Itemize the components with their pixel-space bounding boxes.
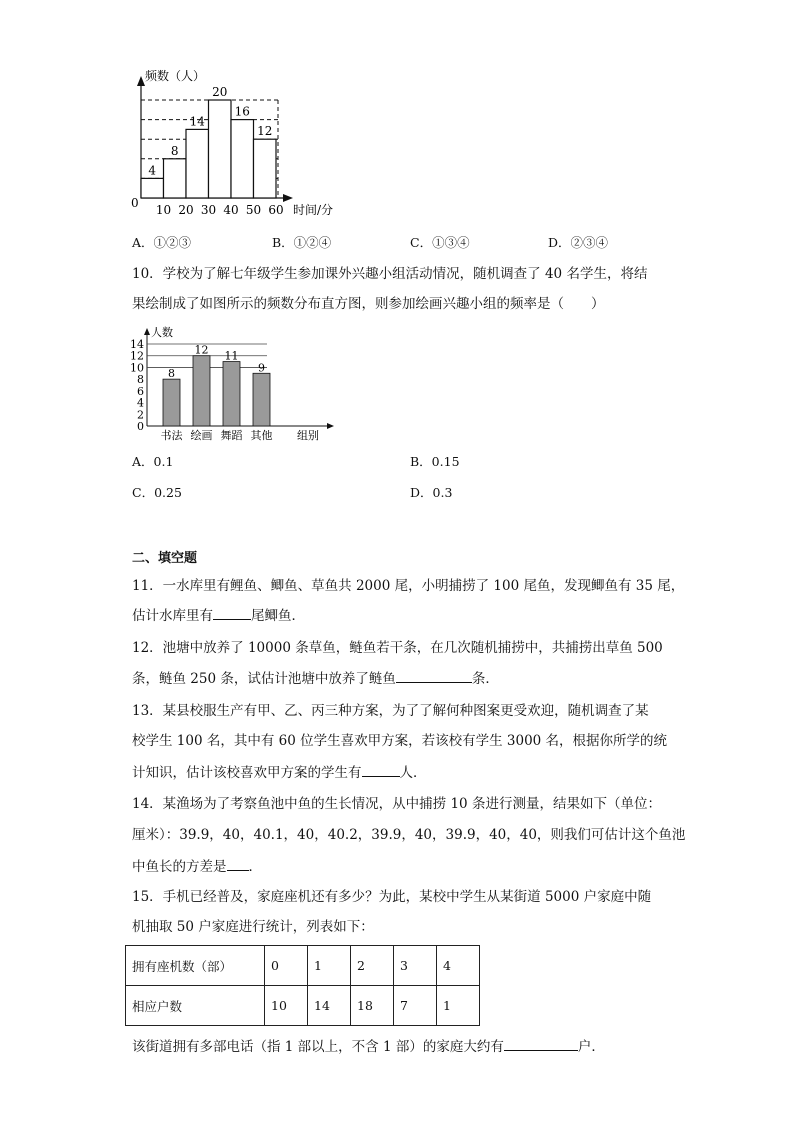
q14-text-before: 中鱼长的方差是: [132, 859, 227, 875]
q10-option-c[interactable]: C．0.25: [132, 485, 182, 500]
chart2-y-tick: 0: [137, 420, 144, 433]
chart1-bar-label: 8: [170, 143, 179, 158]
q13-text-before: 计知识，估计该校喜欢甲方案的学生有: [132, 765, 362, 781]
histogram-time-chart: [125, 60, 334, 225]
q10-line2: 果绘制成了如图所示的频数分布直方图，则参加绘画兴趣小组的频率是（ ）: [132, 296, 605, 312]
chart1-bar-label: 14: [189, 114, 205, 129]
q13-text-after: 人．: [399, 765, 427, 781]
chart1-bar: [231, 120, 254, 198]
chart2-y-tick: 8: [137, 373, 144, 387]
table-cell: 1: [437, 986, 480, 1026]
q14-line1: 14．某渔场为了考察鱼池中鱼的生长情况，从中捕捞 10 条进行测量，结果如下（单位：: [132, 796, 661, 812]
chart2-bar: [253, 373, 270, 426]
table-cell: 7: [394, 986, 437, 1026]
q12-answer-blank[interactable]: [396, 668, 472, 683]
chart1-bar-label: 20: [212, 85, 228, 99]
q12-text-after: 条．: [471, 671, 499, 687]
section-title-fill-in: 二、填空题: [132, 551, 198, 566]
chart1-bar-label: 16: [234, 104, 250, 119]
chart2-y-tick: 4: [137, 396, 144, 410]
chart2-bar-label: 9: [258, 361, 265, 375]
q14-text-after: ．: [248, 859, 262, 875]
chart2-y-tick: 10: [130, 361, 144, 375]
interest-group-bar-chart: [125, 322, 335, 446]
table-cell: 4: [437, 946, 480, 986]
q15-text-before: 该街道拥有多部电话（指 1 部以上，不含 1 部）的家庭大约有: [132, 1039, 504, 1055]
q11-line2: [132, 605, 305, 626]
chart2-y-tick: 2: [137, 408, 144, 422]
table-header-cell: 相应户数: [126, 986, 265, 1026]
chart1-bar-label: 12: [257, 124, 273, 139]
q13-line2: 校学生 100 名，其中有 60 位学生喜欢甲方案，若该校有学生 3000 名，根据你所学的统: [132, 733, 668, 749]
q14-answer-blank[interactable]: [227, 856, 249, 871]
q11-answer-blank[interactable]: [213, 605, 251, 620]
q12-line1: 12．池塘中放养了 10000 条草鱼，鲢鱼若干条，在几次随机捕捞中，共捕捞出草鱼 500: [132, 640, 663, 656]
q9-option-b[interactable]: B．①②④: [272, 235, 332, 250]
chart1-xlabel: 时间/分: [293, 203, 334, 217]
chart1-x-tick: 60: [268, 203, 284, 217]
chart2-y-tick: 14: [130, 338, 144, 351]
chart1-bar-label: 4: [148, 163, 157, 178]
q11-text-before: 估计水库里有: [132, 608, 213, 624]
chart1-bar: [209, 100, 232, 198]
q9-option-d[interactable]: D．②③④: [548, 235, 609, 250]
q9-option-a[interactable]: A．①②③: [132, 235, 192, 250]
q15-answer-blank[interactable]: [504, 1036, 578, 1051]
phone-survey-table: [125, 945, 480, 1026]
q15-text-after: 户．: [577, 1039, 605, 1055]
q15-line2: 机抽取 50 户家庭进行统计，列表如下：: [132, 919, 374, 935]
chart1-bar: [186, 129, 209, 198]
table-row: [126, 946, 480, 986]
q14-line2: 厘米）：39.9，40，40.1，40，40.2，39.9，40，39.9，40，40，则我们可估计这个鱼池: [132, 827, 686, 843]
chart2-bar: [163, 379, 180, 426]
chart2-bar-label: 11: [224, 349, 239, 363]
q15-line3: [132, 1036, 605, 1057]
q10-option-d[interactable]: D．0.3: [410, 485, 453, 500]
chart1-x-tick: 50: [245, 203, 262, 217]
table-cell: 3: [394, 946, 437, 986]
chart2-ylabel: 人数: [151, 326, 173, 339]
chart2-x-arrow: [327, 423, 334, 429]
table-cell: 1: [308, 946, 351, 986]
chart1-x-tick: 20: [178, 203, 194, 217]
table-row: [126, 986, 480, 1026]
chart2-y-arrow: [144, 328, 150, 335]
q13-line1: 13．某县校服生产有甲、乙、丙三种方案，为了了解何种图案更受欢迎，随机调查了某: [132, 703, 649, 719]
table-header-cell: 拥有座机数（部）: [126, 946, 265, 986]
chart2-category-label: 其他: [250, 429, 273, 442]
chart2-bar: [223, 362, 240, 426]
q14-line3: [132, 856, 262, 877]
table-cell: 10: [265, 986, 308, 1026]
chart1-bar: [164, 159, 187, 198]
chart1-ylabel: 频数（人）: [145, 69, 206, 83]
q15-line1: 15．手机已经普及，家庭座机还有多少？为此，某校中学生从某街道 5000 户家庭中随: [132, 889, 652, 905]
q12-line2: [132, 668, 499, 689]
table-cell: 2: [351, 946, 394, 986]
chart1-bar: [141, 178, 164, 198]
chart1-origin: 0: [131, 196, 139, 210]
chart1-bar: [254, 139, 277, 198]
chart2-y-tick: 6: [137, 384, 144, 398]
chart2-xlabel: 组别: [297, 429, 319, 442]
q10-option-a[interactable]: A．0.1: [132, 454, 174, 469]
table-cell: 18: [351, 986, 394, 1026]
chart1-x-tick: 30: [200, 203, 217, 217]
chart1-x-tick: 10: [155, 203, 172, 217]
chart2-bar-label: 12: [194, 343, 209, 357]
chart2-category-label: 绘画: [190, 429, 213, 442]
q10-option-b[interactable]: B．0.15: [410, 454, 460, 469]
chart2-y-tick: 12: [130, 349, 144, 363]
table-cell: 14: [308, 986, 351, 1026]
q10-line1: 10．学校为了解七年级学生参加课外兴趣小组活动情况，随机调查了 40 名学生，将结: [132, 266, 648, 282]
q12-text-before: 条，鲢鱼 250 条，试估计池塘中放养了鲢鱼: [132, 671, 396, 687]
chart1-y-arrow: [137, 76, 145, 86]
chart2-bar: [193, 356, 210, 426]
q9-option-c[interactable]: C．①③④: [410, 235, 470, 250]
chart2-category-label: 书法: [160, 429, 183, 442]
table-cell: 0: [265, 946, 308, 986]
q13-line3: [132, 762, 427, 783]
chart1-x-tick: 40: [223, 203, 239, 217]
chart2-bar-label: 8: [168, 367, 175, 381]
chart2-category-label: 舞蹈: [220, 429, 243, 442]
q11-text-after: 尾鲫鱼．: [251, 608, 305, 624]
q11-line1: 11．一水库里有鲤鱼、鲫鱼、草鱼共 2000 尾，小明捕捞了 100 尾鱼，发现鲫鱼有 35 尾，: [132, 578, 685, 594]
chart1-x-arrow: [283, 194, 293, 202]
q13-answer-blank[interactable]: [362, 762, 400, 777]
